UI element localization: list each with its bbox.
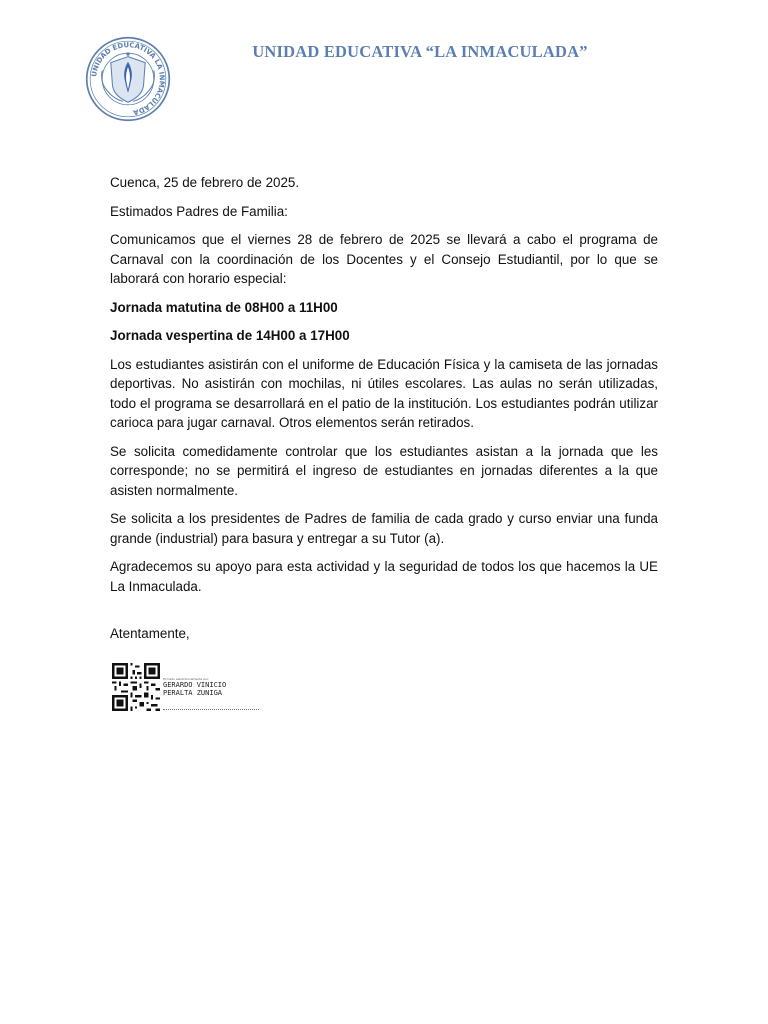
- signer-name-line-2: PERALTA ZUNIGA: [163, 689, 223, 697]
- paragraph-thanks: Agradecemos su apoyo para esta actividad y la seguridad de todos los que hacemos la UE La Inmaculada.: [110, 559, 658, 594]
- electronic-signature: [112, 663, 262, 713]
- closing: Atentamente,: [110, 626, 190, 641]
- salutation: Estimados Padres de Familia:: [110, 203, 288, 219]
- institution-title: UNIDAD EDUCATIVA “LA INMACULADA”: [252, 42, 588, 61]
- signature-line: [163, 709, 259, 710]
- paragraph-announcement: Comunicamos que el viernes 28 de febrero de 2025 se llevará a cabo el programa de Carnaval con la coordinación de los Docentes y el Consejo Estudiantil, por lo que se laborará con horario especial:: [110, 232, 658, 286]
- signer-name: [163, 681, 226, 697]
- logo-ring-text: UNIDAD EDUCATIVA LA INMACULADA: [90, 41, 166, 117]
- qr-code-icon: [112, 663, 160, 711]
- signed-by-note: Firmado electrónicamente por:: [163, 677, 210, 681]
- schedule-afternoon: Jornada vespertina de 14H00 a 17H00: [110, 328, 350, 343]
- school-crest-icon: [85, 36, 171, 122]
- schedule-morning: Jornada matutina de 08H00 a 11H00: [110, 299, 338, 315]
- place-date: Cuenca, 25 de febrero de 2025.: [110, 175, 300, 190]
- paragraph-trash-bag: Se solicita a los presidentes de Padres de familia de cada grado y curso enviar una funda grande (industrial) para basura y entregar a su Tutor (a).: [110, 511, 658, 546]
- signer-name-line-1: GERARDO VINICIO: [163, 681, 227, 689]
- paragraph-uniform: Los estudiantes asistirán con el uniforme de Educación Física y la camiseta de las jornadas deportivas. No asistirán con mochilas, ni útiles escolares. Las aulas no serán utilizadas, todo el programa se desarrollará en el patio de la institución. Los estudiantes podrán utilizar carioca para jugar carnaval. Otros elementos serán retirados.: [110, 356, 658, 430]
- paragraph-attendance: Se solicita comedidamente controlar que los estudiantes asistan a la jornada que les corresponde; no se permitirá el ingreso de estudiantes en jornadas diferentes a la que asisten normalmente.: [110, 443, 658, 498]
- letter-body: [110, 173, 658, 653]
